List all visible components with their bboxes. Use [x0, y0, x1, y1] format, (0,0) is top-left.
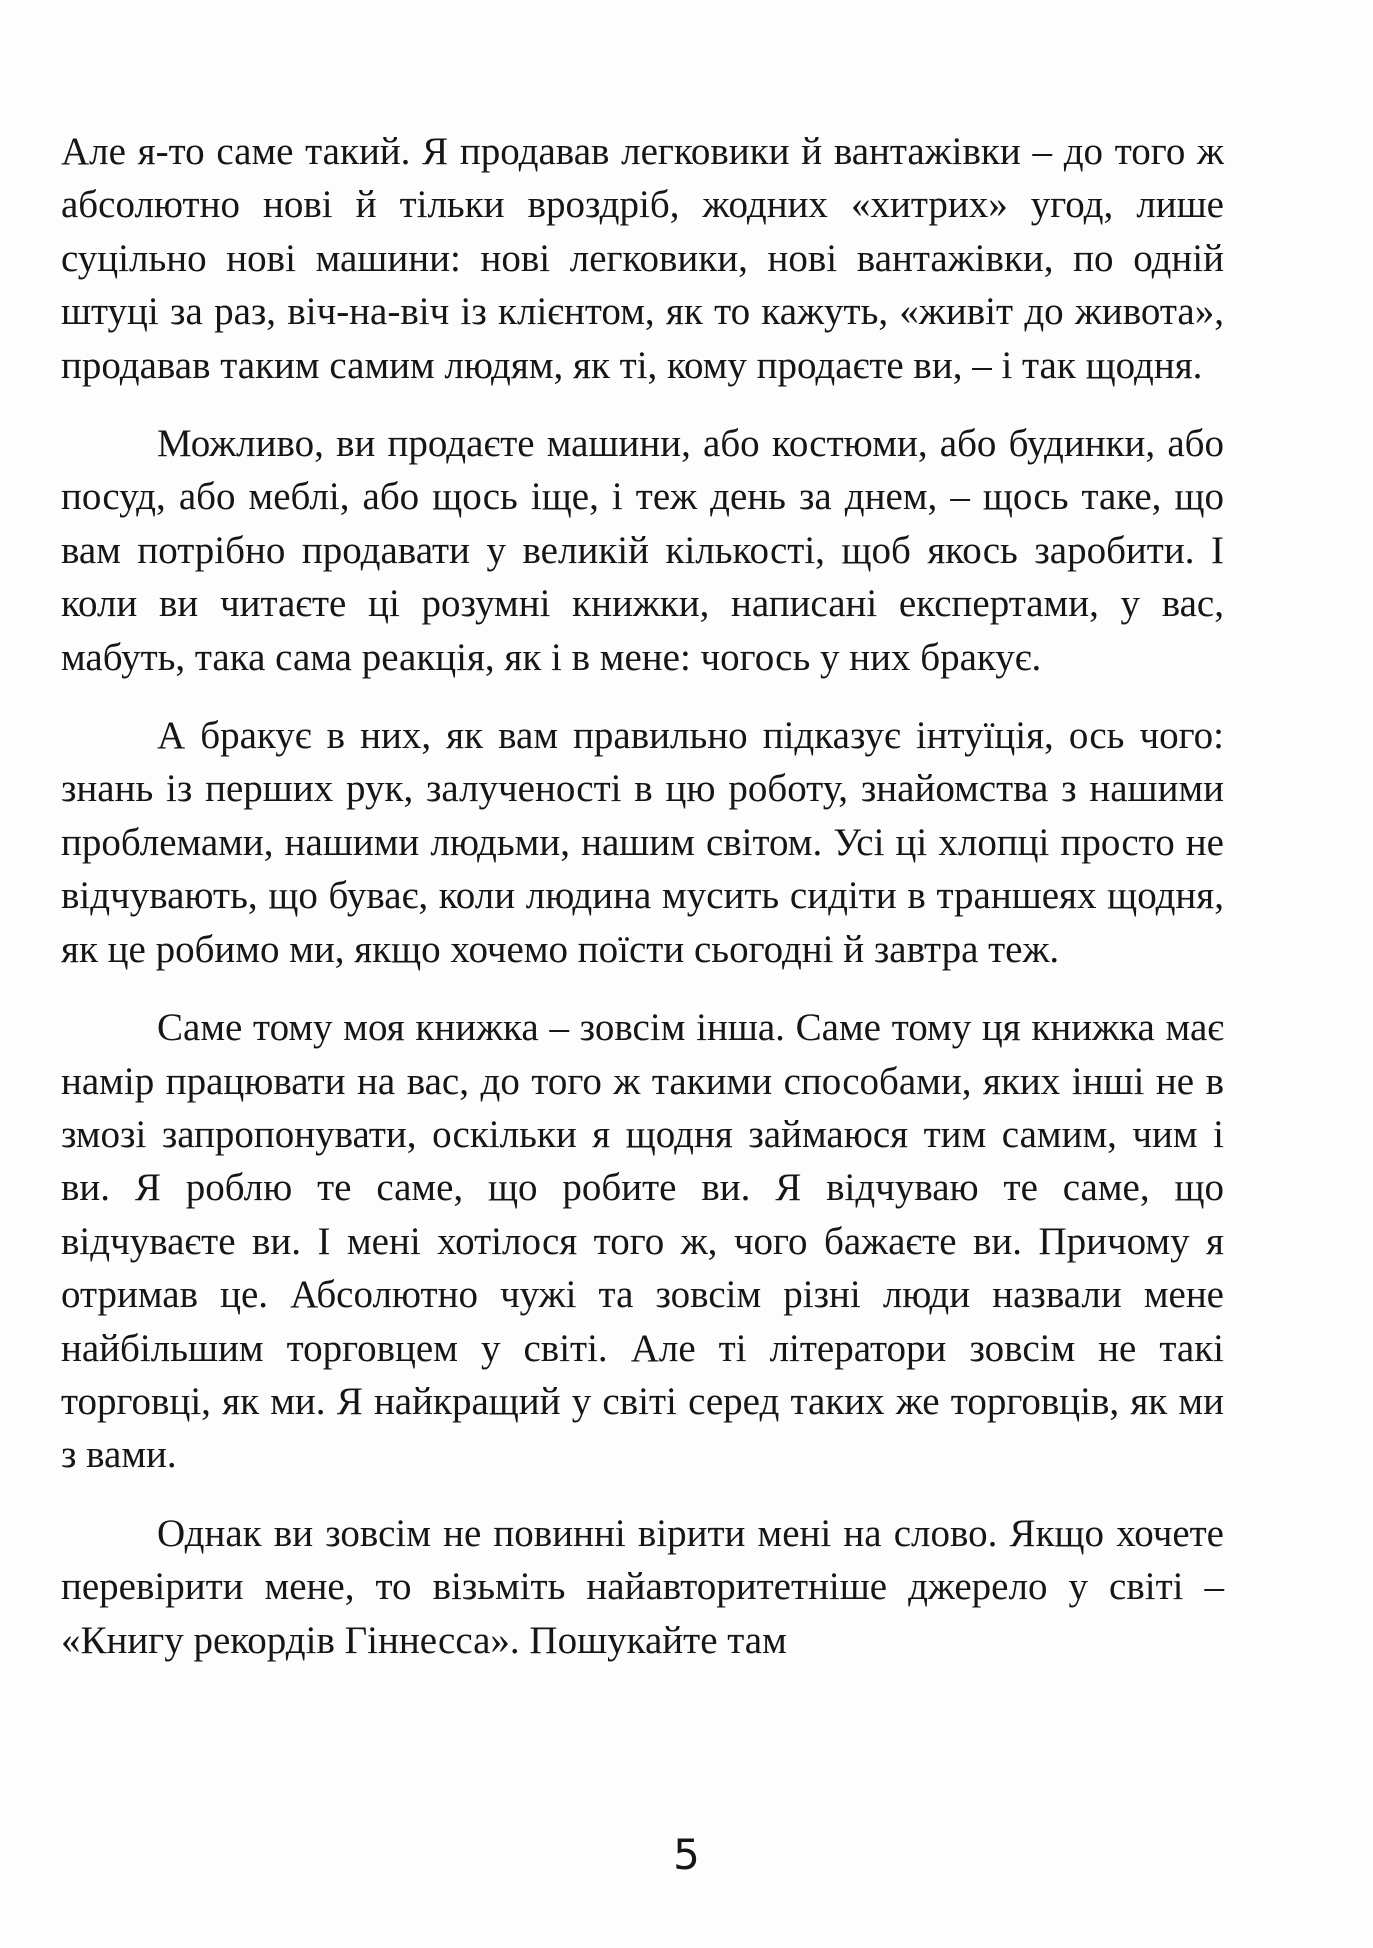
paragraph-5: Однак ви зовсім не повинні вірити мені на слово. Якщо хочете перевірити мене, то візьміть найавторитетніше джерело у світі – «Книгу рекордів Гіннесса». Пошукайте там	[61, 1511, 1224, 1662]
page-body-text	[61, 125, 1224, 1692]
page-number: 5	[673, 1830, 700, 1879]
paragraph-1: Але я-то саме такий. Я продавав легковики й вантажівки – до того ж абсолютно нові й тільки вроздріб, жодних «хитрих» угод, лише суцільно нові машини: нові легковики, нові вантажівки, по одній штуці за раз, віч-на-віч із клієнтом, як то кажуть, «живіт до живота», продавав таким самим людям, як ті, кому продаєте ви, – і так щодня.	[61, 130, 1224, 387]
paragraph-4: Саме тому моя книжка – зовсім інша. Саме тому ця книжка має намір працювати на вас, до того ж такими способами, яких інші не в змозі запропонувати, оскільки я щодня займаюся тим самим, чим і ви. Я роблю те саме, що робите ви. Я відчуваю те саме, що відчуваєте ви. І мені хотілося того ж, чого бажаєте ви. Причому я отримав це. Абсолютно чужі та зовсім різні люди назвали мене найбільшим торговцем у світі. Але ті літератори зовсім не такі торговці, як ми. Я найкращий у світі серед таких же торговців, як ми з вами.	[61, 1006, 1224, 1477]
paragraph-2: Можливо, ви продаєте машини, або костюми, або будинки, або посуд, або меблі, або щось іще, і теж день за днем, – щось таке, що вам потрібно продавати у великій кількості, щоб якось заробити. І коли ви читаєте ці розумні книжки, написані експертами, у вас, мабуть, така сама реакція, як і в мене: чогось у них бракує.	[61, 422, 1224, 679]
paragraph-3: А бракує в них, як вам правильно підказує інтуїція, ось чого: знань із перших рук, залученості в цю роботу, знайомства з нашими проблемами, нашими людьми, нашим світом. Усі ці хлопці просто не відчувають, що буває, коли людина мусить сидіти в траншеях щодня, як це робимо ми, якщо хочемо поїсти сьогодні й завтра теж.	[61, 714, 1224, 971]
